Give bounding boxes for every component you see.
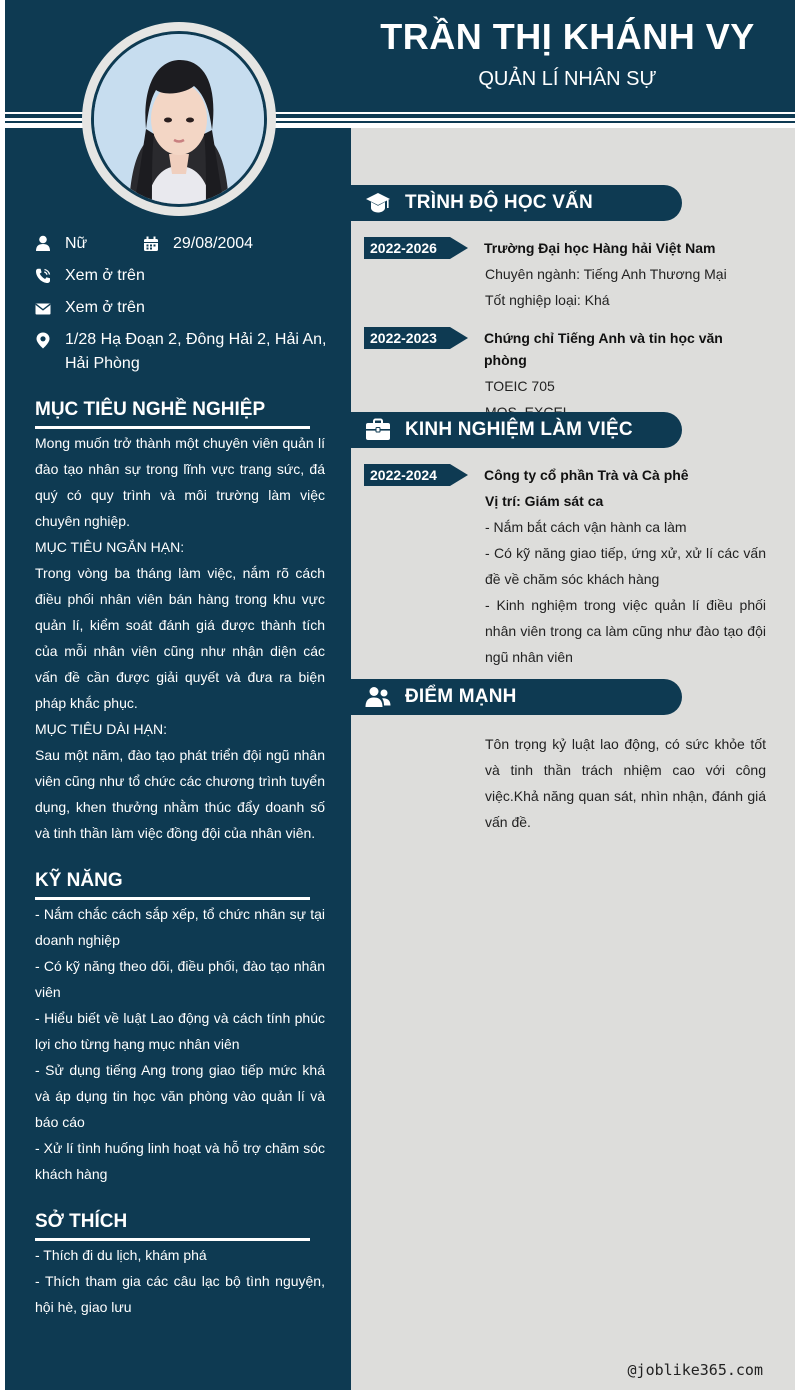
objective-paragraph: Mong muốn trở thành một chuyên viên quản lí đào tạo nhân sự trong lĩnh vực trang sức, đá quý có quy trình và môi trường làm việc chuyên nghiệp. bbox=[35, 435, 325, 529]
objective-text bbox=[35, 430, 325, 846]
users-icon bbox=[365, 685, 391, 709]
experience-banner bbox=[351, 412, 682, 448]
avatar bbox=[91, 31, 267, 207]
period-tag bbox=[364, 237, 468, 259]
period-label: 2022-2023 bbox=[370, 330, 437, 346]
objective-paragraph: Trong vòng ba tháng làm việc, nắm rõ cách điều phối nhân viên bán hàng trong khu vực quản lí, kiểm soát đánh giá được thành tích của mỗi nhân viên cũng như nhận diện các vấn đề cần được giải quyết và đưa ra biện pháp khắc phục. bbox=[35, 565, 325, 711]
candidate-name: TRẦN THỊ KHÁNH VY bbox=[380, 16, 755, 57]
skill-item: - Có kỹ năng theo dõi, điều phối, đào tạo nhân viên bbox=[35, 958, 325, 1000]
calendar-icon bbox=[143, 236, 159, 252]
briefcase-icon bbox=[365, 418, 391, 442]
hobbies-rule bbox=[35, 1238, 310, 1241]
period-label: 2022-2026 bbox=[370, 240, 437, 256]
skills-rule bbox=[35, 897, 310, 900]
skill-item: - Hiểu biết về luật Lao động và cách tính phúc lợi cho từng hạng mục nhân viên bbox=[35, 1010, 325, 1052]
hobbies-title: SỞ THÍCH bbox=[35, 1211, 128, 1232]
experience-line: - Nắm bắt cách vận hành ca làm bbox=[485, 519, 687, 535]
objective-long-term-label: MỤC TIÊU DÀI HẠN: bbox=[35, 721, 167, 737]
experience-company: Công ty cổ phần Trà và Cà phê bbox=[484, 467, 689, 483]
birthdate-value: 29/08/2004 bbox=[173, 235, 254, 252]
skill-item: - Xử lí tình huống linh hoạt và hỗ trợ chăm sóc khách hàng bbox=[35, 1140, 325, 1182]
candidate-role: QUẢN LÍ NHÂN SỰ bbox=[478, 68, 657, 90]
phone-icon bbox=[35, 268, 51, 284]
map-pin-icon bbox=[35, 332, 51, 349]
education-heading: Trường Đại học Hàng hải Việt Nam bbox=[484, 240, 716, 256]
education-line: TOEIC 705 bbox=[485, 378, 555, 394]
objective-title: MỤC TIÊU NGHỀ NGHIỆP bbox=[35, 399, 266, 420]
experience-entry bbox=[484, 464, 766, 670]
education-entry bbox=[484, 327, 766, 425]
strengths-entry bbox=[484, 731, 766, 835]
hobby-item: - Thích tham gia các câu lạc bộ tình nguyện, hội hè, giao lưu bbox=[35, 1273, 325, 1315]
skill-item: - Sử dụng tiếng Ang trong giao tiếp mức khá và áp dụng tin học văn phòng vào quản lí và báo cáo bbox=[35, 1062, 325, 1130]
experience-line: - Có kỹ năng giao tiếp, ứng xử, xử lí các vấn đề về chăm sóc khách hàng bbox=[485, 545, 766, 587]
education-heading: Chứng chỉ Tiếng Anh và tin học văn phòng bbox=[484, 330, 723, 368]
strengths-title: ĐIỂM MẠNH bbox=[405, 686, 517, 707]
email-value: Xem ở trên bbox=[65, 299, 145, 316]
graduation-cap-icon bbox=[365, 191, 391, 215]
gender-value: Nữ bbox=[65, 235, 88, 252]
hobby-item: - Thích đi du lịch, khám phá bbox=[35, 1247, 207, 1263]
period-tag bbox=[364, 464, 468, 486]
education-title: TRÌNH ĐỘ HỌC VẤN bbox=[405, 192, 593, 213]
period-tag bbox=[364, 327, 468, 349]
experience-position: Vị trí: Giám sát ca bbox=[485, 493, 604, 509]
hobbies-list bbox=[35, 1242, 325, 1320]
experience-title: KINH NGHIỆM LÀM VIỆC bbox=[405, 419, 633, 440]
envelope-icon bbox=[35, 301, 51, 317]
objective-paragraph: Sau một năm, đào tạo phát triển đội ngũ nhân viên cũng như tổ chức các chương trình tuyển dụng, khen thưởng nhằm thúc đẩy doanh số và tinh thần làm việc đồng đội của nhân viên. bbox=[35, 747, 325, 841]
strengths-banner bbox=[351, 679, 682, 715]
period-label: 2022-2024 bbox=[370, 467, 437, 483]
strengths-text: Tôn trọng kỷ luật lao động, có sức khỏe tốt và tinh thần trách nhiệm cao với công việc.Khả năng quan sát, nhìn nhận, đánh giá vấn đề. bbox=[485, 736, 766, 830]
experience-line: - Kinh nghiệm trong việc quản lí điều phối nhân viên trong ca làm cũng như đào tạo đội ngũ nhân viên bbox=[485, 597, 766, 665]
education-entry bbox=[484, 237, 766, 313]
phone-value: Xem ở trên bbox=[65, 267, 145, 284]
skills-title: KỸ NĂNG bbox=[35, 870, 123, 891]
watermark: @joblike365.com bbox=[627, 1361, 763, 1379]
address-value: 1/28 Hạ Đoạn 2, Đông Hải 2, Hải An, Hải Phòng bbox=[65, 331, 327, 372]
skill-item: - Nắm chắc cách sắp xếp, tổ chức nhân sự tại doanh nghiệp bbox=[35, 906, 325, 948]
skills-list bbox=[35, 901, 325, 1187]
objective-rule bbox=[35, 426, 310, 429]
person-icon bbox=[35, 235, 51, 251]
education-line: Tốt nghiệp loại: Khá bbox=[485, 292, 610, 308]
objective-short-term-label: MỤC TIÊU NGẮN HẠN: bbox=[35, 539, 185, 555]
education-banner bbox=[351, 185, 682, 221]
education-line: Chuyên ngành: Tiếng Anh Thương Mại bbox=[485, 266, 727, 282]
cv-page bbox=[5, 0, 795, 1390]
